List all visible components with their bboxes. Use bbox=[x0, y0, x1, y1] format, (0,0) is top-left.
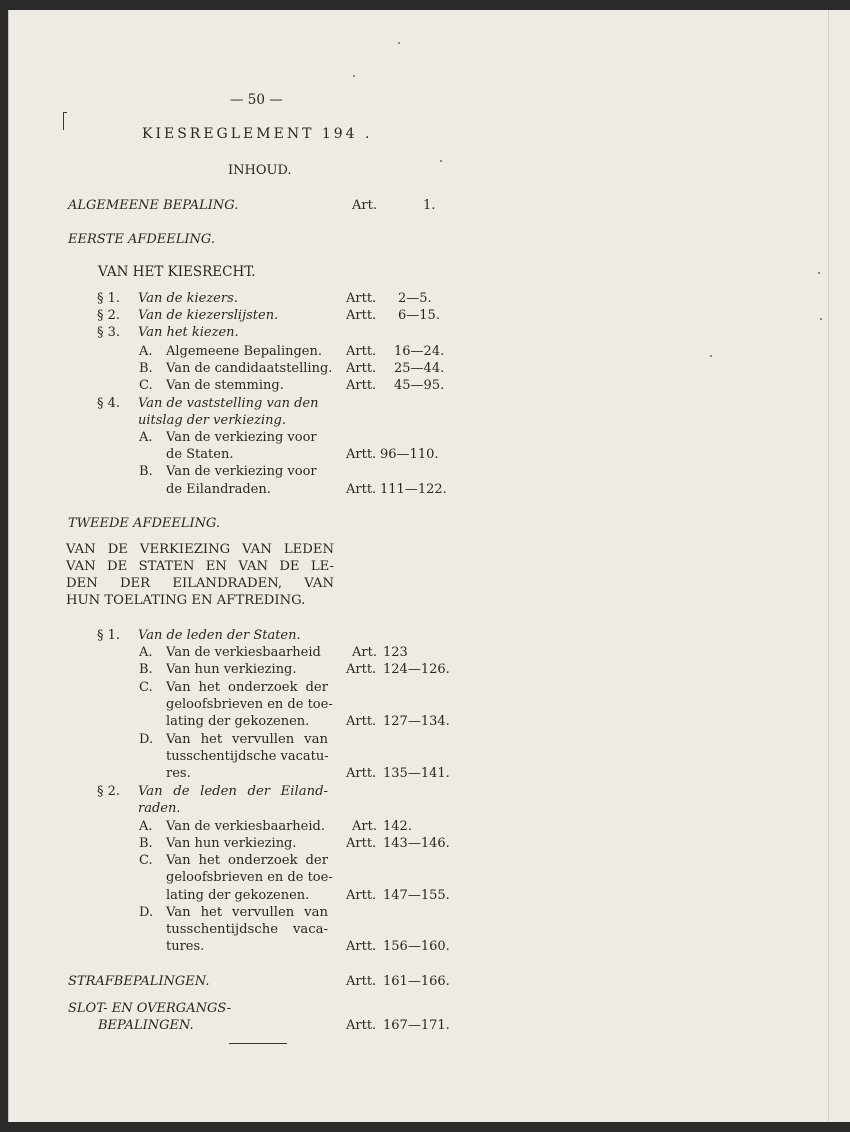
toc-letter: C. bbox=[139, 378, 153, 393]
document-title: KIESREGLEMENT 194 . bbox=[142, 126, 373, 142]
speck bbox=[353, 75, 355, 77]
toc-entry: Van de verkiesbaarheid. bbox=[166, 819, 325, 834]
toc-range: 135—141. bbox=[383, 766, 450, 781]
toc-entry: tusschentijdsche vacatu- bbox=[166, 749, 329, 764]
toc-art: Artt. bbox=[346, 939, 377, 954]
contents-heading: INHOUD. bbox=[228, 163, 292, 178]
section-heading: EERSTE AFDEELING. bbox=[68, 232, 215, 247]
toc-range: 167—171. bbox=[383, 1018, 450, 1033]
toc-letter: B. bbox=[139, 662, 153, 677]
toc-section-mark: § 1. bbox=[97, 628, 121, 643]
toc-range: 6—15. bbox=[398, 308, 440, 323]
toc-letter: A. bbox=[139, 430, 153, 445]
toc-entry: lating der gekozenen. bbox=[166, 888, 310, 903]
toc-section-mark: § 2. bbox=[97, 308, 121, 323]
toc-range: 16—24. bbox=[394, 344, 445, 359]
toc-entry: raden. bbox=[138, 801, 181, 816]
closing-rule bbox=[229, 1043, 287, 1044]
toc-art: Art. bbox=[352, 645, 377, 660]
toc-entry: Van de verkiesbaarheid bbox=[166, 645, 321, 660]
toc-range: 1. bbox=[423, 198, 436, 213]
page-edge bbox=[828, 10, 829, 1122]
toc-letter: B. bbox=[139, 836, 153, 851]
toc-range: 142. bbox=[383, 819, 412, 834]
toc-entry: Van hun verkiezing. bbox=[166, 662, 297, 677]
page-number: — 50 — bbox=[230, 92, 283, 108]
toc-entry: uitslag der verkiezing. bbox=[138, 413, 286, 428]
toc-section-mark: § 2. bbox=[97, 784, 121, 799]
chapter-heading-line: VAN DE STATEN EN VAN DE LE- bbox=[66, 559, 334, 574]
chapter-heading: VAN HET KIESRECHT. bbox=[98, 264, 256, 280]
toc-section-mark: § 3. bbox=[97, 325, 121, 340]
toc-entry: Van de leden der Staten. bbox=[138, 628, 301, 643]
toc-entry: tusschentijdsche vaca- bbox=[166, 922, 328, 937]
speck bbox=[710, 355, 712, 357]
toc-entry: Van het onderzoek der bbox=[166, 680, 328, 695]
toc-range: 143—146. bbox=[383, 836, 450, 851]
toc-entry: Van de kiezers. bbox=[138, 291, 238, 306]
toc-range: 124—126. bbox=[383, 662, 450, 677]
toc-range: 45—95. bbox=[394, 378, 445, 393]
toc-entry: Van de candidaatstelling. bbox=[166, 361, 333, 376]
toc-entry: Van de kiezerslijsten. bbox=[138, 308, 279, 323]
toc-entry: STRAFBEPALINGEN. bbox=[68, 974, 210, 989]
toc-art: Artt. bbox=[346, 482, 377, 497]
toc-art: Artt. bbox=[346, 766, 377, 781]
toc-entry: Van de verkiezing voor bbox=[166, 430, 317, 445]
toc-entry: Van de leden der Eiland- bbox=[138, 784, 328, 799]
toc-entry: Van het onderzoek der bbox=[166, 853, 328, 868]
toc-art: Art. bbox=[352, 198, 377, 213]
speck bbox=[818, 272, 820, 274]
toc-letter: B. bbox=[139, 464, 153, 479]
toc-art: Artt. bbox=[346, 888, 377, 903]
toc-art: Artt. bbox=[346, 361, 377, 376]
toc-section-mark: § 4. bbox=[97, 396, 121, 411]
toc-letter: A. bbox=[139, 645, 153, 660]
toc-entry: Van de stemming. bbox=[166, 378, 284, 393]
toc-letter: D. bbox=[139, 732, 154, 747]
toc-entry: Van het kiezen. bbox=[138, 325, 239, 340]
toc-art: Art. bbox=[352, 819, 377, 834]
toc-range: 123 bbox=[383, 645, 408, 660]
toc-art: Artt. bbox=[346, 291, 377, 306]
toc-entry: geloofsbrieven en de toe- bbox=[166, 697, 333, 712]
toc-entry: geloofsbrieven en de toe- bbox=[166, 870, 333, 885]
toc-letter: A. bbox=[139, 344, 153, 359]
toc-entry: SLOT- EN OVERGANGS- bbox=[68, 1001, 232, 1016]
chapter-heading-line: VAN DE VERKIEZING VAN LEDEN bbox=[66, 542, 334, 557]
toc-entry: Van het vervullen van bbox=[166, 905, 328, 920]
toc-art: Artt. bbox=[346, 662, 377, 677]
speck bbox=[820, 318, 822, 320]
section-heading: TWEEDE AFDEELING. bbox=[68, 516, 221, 531]
toc-letter: C. bbox=[139, 680, 153, 695]
chapter-heading-line: DEN DER EILANDRADEN, VAN bbox=[66, 576, 334, 591]
toc-range: 96—110. bbox=[380, 447, 439, 462]
toc-entry: Van de verkiezing voor bbox=[166, 464, 317, 479]
toc-range: 111—122. bbox=[380, 482, 447, 497]
toc-range: 25—44. bbox=[394, 361, 445, 376]
toc-art: Artt. bbox=[346, 836, 377, 851]
chapter-heading-line: HUN TOELATING EN AFTREDING. bbox=[66, 593, 306, 608]
toc-letter: A. bbox=[139, 819, 153, 834]
toc-range: 156—160. bbox=[383, 939, 450, 954]
toc-range: 161—166. bbox=[383, 974, 450, 989]
toc-section-mark: § 1. bbox=[97, 291, 121, 306]
toc-entry: Van de vaststelling van den bbox=[138, 396, 319, 411]
toc-entry: Van hun verkiezing. bbox=[166, 836, 297, 851]
corner-mark bbox=[63, 112, 64, 130]
toc-art: Artt. bbox=[346, 974, 377, 989]
toc-letter: D. bbox=[139, 905, 154, 920]
toc-art: Artt. bbox=[346, 714, 377, 729]
toc-art: Artt. bbox=[346, 378, 377, 393]
toc-entry: tures. bbox=[166, 939, 205, 954]
toc-range: 2—5. bbox=[398, 291, 432, 306]
toc-range: 127—134. bbox=[383, 714, 450, 729]
toc-entry: de Eilandraden. bbox=[166, 482, 271, 497]
toc-entry: lating der gekozenen. bbox=[166, 714, 310, 729]
toc-letter: B. bbox=[139, 361, 153, 376]
toc-art: Artt. bbox=[346, 308, 377, 323]
speck bbox=[398, 42, 400, 44]
toc-entry: BEPALINGEN. bbox=[98, 1018, 194, 1033]
corner-mark bbox=[63, 112, 67, 113]
toc-art: Artt. bbox=[346, 447, 377, 462]
toc-entry: ALGEMEENE BEPALING. bbox=[68, 198, 239, 213]
speck bbox=[440, 160, 442, 162]
toc-entry: de Staten. bbox=[166, 447, 234, 462]
toc-art: Artt. bbox=[346, 344, 377, 359]
toc-range: 147—155. bbox=[383, 888, 450, 903]
toc-entry: Algemeene Bepalingen. bbox=[166, 344, 322, 359]
toc-letter: C. bbox=[139, 853, 153, 868]
toc-entry: res. bbox=[166, 766, 191, 781]
toc-art: Artt. bbox=[346, 1018, 377, 1033]
toc-entry: Van het vervullen van bbox=[166, 732, 328, 747]
